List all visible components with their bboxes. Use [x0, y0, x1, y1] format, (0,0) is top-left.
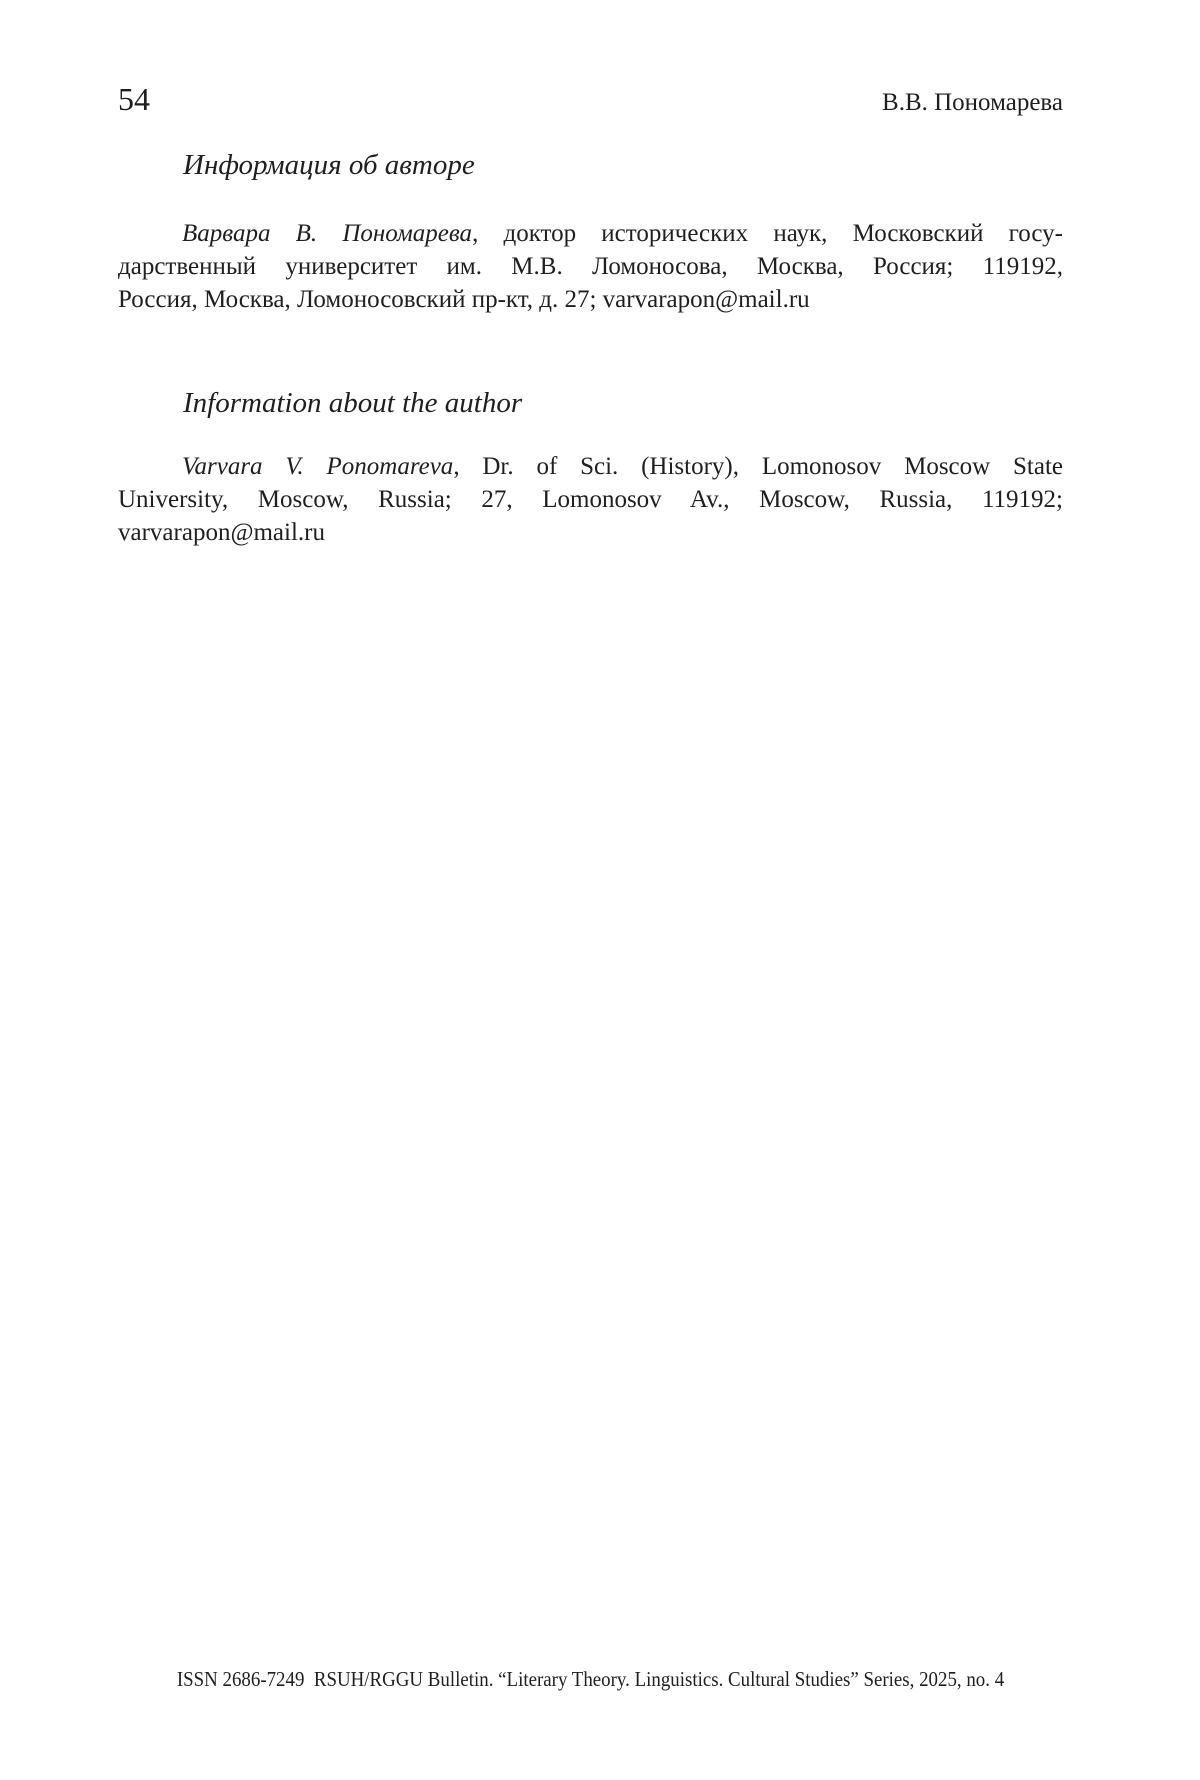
author-name-ru: Варвара В. Пономарева	[182, 220, 473, 247]
page-number: 54	[118, 81, 150, 117]
paragraph-line	[118, 450, 1063, 483]
author-info-ru-line1: , доктор исторических наук, Московский госу-	[472, 220, 1063, 247]
author-info-ru-line2: дарственный университет им. М.В. Ломоносова, Москва, Россия; 119192,	[118, 253, 1063, 280]
author-info-paragraph-ru	[118, 217, 1063, 316]
author-name-en: Varvara V. Ponomareva	[182, 453, 454, 480]
paragraph-line	[118, 217, 1063, 250]
section-heading-en: Information about the author	[183, 387, 523, 419]
author-info-ru-line3: Россия, Москва, Ломоносовский пр-кт, д. 27; varvarapon@mail.ru	[118, 286, 810, 313]
author-info-en-line2: University, Moscow, Russia; 27, Lomonosov Av., Moscow, Russia, 119192;	[118, 486, 1063, 513]
footer-issn-citation: ISSN 2686-7249 RSUH/RGGU Bulletin. “Literary Theory. Linguistics. Cultural Studies” Series, 2025, no. 4	[176, 1667, 1005, 1691]
author-info-en-line3: varvarapon@mail.ru	[118, 519, 325, 546]
section-heading-ru: Информация об авторе	[183, 149, 475, 181]
author-info-en-line1: , Dr. of Sci. (History), Lomonosov Moscow State	[453, 453, 1063, 480]
page-header	[118, 82, 1063, 118]
running-head-author: В.В. Пономарева	[882, 89, 1063, 116]
author-info-paragraph-en	[118, 450, 1063, 549]
